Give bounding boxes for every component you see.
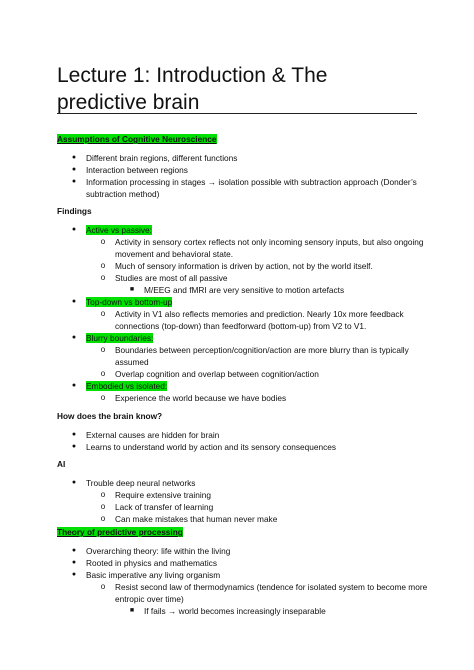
- bullet-icon: ●: [71, 559, 77, 566]
- title-line-2: predictive brain: [57, 91, 200, 114]
- bullet-icon: ●: [71, 334, 77, 341]
- title-rule: [57, 113, 417, 114]
- bullet-icon: ●: [71, 479, 77, 486]
- list-item-embodied: ● Embodied vs isolated:: [86, 380, 167, 392]
- page-title: [57, 62, 417, 116]
- list-item: o Studies are most of all passive: [115, 272, 228, 284]
- circle-bullet-icon: o: [100, 345, 106, 354]
- list-item: ● Basic imperative any living organism: [86, 569, 220, 581]
- bullet-icon: ●: [71, 178, 77, 185]
- circle-bullet-icon: o: [100, 369, 106, 378]
- list-item: o Boundaries between perception/cognition/action are more blurry than is typically: [115, 344, 409, 356]
- circle-bullet-icon: o: [100, 582, 106, 591]
- list-item: o Experience the world because we have bodies: [115, 392, 286, 404]
- list-item: ● Different brain regions, different functions: [86, 152, 237, 164]
- list-item-blurry-boundaries: ● Blurry boundaries:: [86, 332, 153, 344]
- circle-bullet-icon: o: [100, 237, 106, 246]
- bullet-icon: ●: [71, 298, 77, 305]
- list-item: ● Learns to understand world by action and its sensory consequences: [86, 441, 336, 453]
- circle-bullet-icon: o: [100, 261, 106, 270]
- list-item: o Activity in V1 also reflects memories and prediction. Nearly 10x more feedback: [115, 308, 404, 320]
- bullet-icon: ●: [71, 154, 77, 161]
- list-item-active-vs-passive: ● Active vs passive:: [86, 224, 152, 236]
- list-item-continuation: entropic over time): [115, 594, 184, 604]
- bullet-icon: ●: [71, 571, 77, 578]
- list-item: ■ If fails → world becomes increasingly inseparable: [144, 605, 326, 617]
- bullet-icon: ●: [71, 443, 77, 450]
- square-bullet-icon: ■: [129, 607, 135, 614]
- section-heading-brain: How does the brain know?: [57, 411, 163, 421]
- circle-bullet-icon: o: [100, 490, 106, 499]
- bullet-icon: ●: [71, 226, 77, 233]
- circle-bullet-icon: o: [100, 309, 106, 318]
- section-heading-theory: Theory of predictive processing: [57, 527, 183, 537]
- list-item: o Activity in sensory cortex reflects not only incoming sensory inputs, but also ongoing: [115, 236, 424, 248]
- list-item: ● Trouble deep neural networks: [86, 477, 195, 489]
- section-heading-findings: Findings: [57, 206, 92, 216]
- bullet-icon: ●: [71, 547, 77, 554]
- section-heading-assumptions: Assumptions of Cognitive Neuroscience: [57, 134, 217, 144]
- list-item: ● Interaction between regions: [86, 164, 188, 176]
- list-item: o Overlap cognition and overlap between cognition/action: [115, 368, 319, 380]
- list-item: ● Information processing in stages → isolation possible with subtraction approach (Donder’s: [86, 176, 417, 188]
- circle-bullet-icon: o: [100, 502, 106, 511]
- bullet-icon: ●: [71, 382, 77, 389]
- list-item-top-down: ● Top-down vs bottom-up: [86, 296, 172, 308]
- list-item: o Can make mistakes that human never make: [115, 513, 277, 525]
- circle-bullet-icon: o: [100, 514, 106, 523]
- list-item-continuation: subtraction method): [86, 189, 160, 199]
- list-item-continuation: connections (top-down) than feedforward (bottom-up) from V2 to V1.: [115, 321, 367, 331]
- square-bullet-icon: ■: [129, 286, 135, 293]
- list-item: o Lack of transfer of learning: [115, 501, 213, 513]
- list-item: ● Rooted in physics and mathematics: [86, 557, 217, 569]
- list-item: ● Overarching theory: life within the living: [86, 545, 230, 557]
- list-item: ● External causes are hidden for brain: [86, 429, 219, 441]
- title-line-1: Lecture 1: Introduction & The: [57, 64, 328, 87]
- bullet-icon: ●: [71, 166, 77, 173]
- circle-bullet-icon: o: [100, 393, 106, 402]
- list-item-continuation: assumed: [115, 357, 149, 367]
- section-heading-ai: AI: [57, 459, 66, 469]
- list-item: o Much of sensory information is driven by action, not by the world itself.: [115, 260, 373, 272]
- bullet-icon: ●: [71, 431, 77, 438]
- list-item: ■ M/EEG and fMRI are very sensitive to motion artefacts: [144, 284, 344, 296]
- list-item-continuation: movement and behavioral state.: [115, 249, 234, 259]
- circle-bullet-icon: o: [100, 273, 106, 282]
- list-item: o Require extensive training: [115, 489, 211, 501]
- list-item: o Resist second law of thermodynamics (tendence for isolated system to become more: [115, 581, 427, 593]
